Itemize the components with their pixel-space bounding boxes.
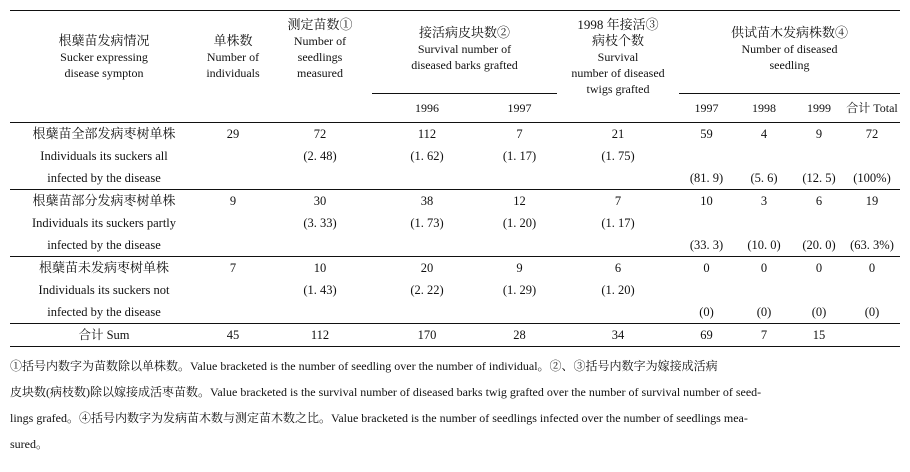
header-cell-twigs: [557, 11, 679, 123]
cell-individuals: 9: [198, 190, 268, 257]
header-cell-barks: [372, 11, 557, 94]
header-year-1997: 1997: [679, 94, 734, 123]
header-seedlings-en1: Number of: [293, 34, 347, 48]
cell-ratio: (1. 29): [502, 283, 537, 297]
cell-ratio: (63. 3%): [850, 238, 894, 252]
cell-value: 3: [760, 194, 768, 208]
cell-total: [844, 123, 900, 190]
row-label: [10, 190, 198, 257]
cell-value: 72: [865, 127, 879, 141]
cell-barks-1997: [482, 257, 557, 324]
header-year-1996: 1996: [372, 94, 482, 123]
cell-diseased-1999: [794, 257, 844, 324]
cell-barks-1996: [372, 123, 482, 190]
cell-value: 4: [760, 127, 768, 141]
header-symptom-zh: 根蘖苗发病情况: [58, 33, 150, 48]
header-diseased-en2: seedling: [769, 58, 810, 72]
header-year-1997-barks: 1997: [482, 94, 557, 123]
table-row: [10, 123, 900, 190]
sum-total: [844, 324, 900, 347]
row-label-en1: Individuals its suckers partly: [31, 216, 177, 230]
cell-ratio: (1. 73): [410, 216, 444, 230]
row-label: [10, 123, 198, 190]
cell-diseased-1998: [734, 190, 794, 257]
header-seedlings-en3: measured: [297, 66, 343, 80]
header-symptom-en2: disease sympton: [64, 66, 144, 80]
cell-barks-1997: [482, 190, 557, 257]
cell-barks-1996: [372, 190, 482, 257]
row-label-en2: infected by the disease: [47, 305, 161, 319]
table-row: [10, 190, 900, 257]
header-symptom-en1: Sucker expressing: [60, 50, 148, 64]
footnote-line: 皮块数(病枝数)除以嫁接成活枣苗数。Value bracketed is the survival number of diseased barks twig grafted over the number of survival number of seed-: [10, 385, 762, 399]
cell-ratio: (0): [864, 305, 880, 319]
cell-value: 72: [313, 127, 327, 141]
cell-ratio: (81. 9): [689, 171, 724, 185]
header-twigs-zh1: 1998 年接活③: [577, 17, 659, 32]
sum-diseased-1998: 7: [734, 324, 794, 347]
header-barks-en2: diseased barks grafted: [411, 58, 518, 72]
cell-value: 10: [313, 261, 327, 275]
cell-total: [844, 190, 900, 257]
cell-value: 0: [760, 261, 768, 275]
footnote-line: sured。: [10, 437, 48, 451]
header-cell-symptom: [10, 11, 198, 123]
cell-value: 7: [614, 194, 622, 208]
cell-diseased-1999: [794, 123, 844, 190]
cell-value: 0: [703, 261, 710, 275]
cell-ratio: (12. 5): [802, 171, 836, 185]
sum-individuals: 45: [198, 324, 268, 347]
cell-individuals: 29: [226, 127, 240, 141]
cell-value: 19: [865, 194, 879, 208]
cell-value: 12: [513, 194, 526, 208]
header-individuals-en2: individuals: [206, 66, 260, 80]
cell-ratio: (1. 20): [502, 216, 537, 230]
row-label-zh: 根蘖苗部分发病枣树单株: [32, 193, 176, 208]
cell-diseased-1997: [679, 123, 734, 190]
cell-seedlings: [268, 123, 372, 190]
header-cell-diseased: [679, 11, 900, 94]
cell-value: 9: [516, 261, 523, 275]
cell-diseased-1998: [734, 123, 794, 190]
cell-value: 6: [815, 194, 823, 208]
cell-ratio: (2. 22): [410, 283, 444, 297]
cell-value: 6: [614, 261, 622, 275]
cell-ratio: (0): [756, 305, 772, 319]
row-label: [10, 257, 198, 324]
sum-label: 合计 Sum: [10, 324, 198, 347]
header-individuals-zh: 单株数: [213, 33, 253, 48]
cell-diseased-1998: [734, 257, 794, 324]
cell-twigs-1998: [557, 190, 679, 257]
cell-value: 10: [700, 194, 713, 208]
header-individuals-en1: Number of: [206, 50, 260, 64]
row-label-zh: 根蘖苗全部发病枣树单株: [32, 126, 176, 141]
cell-ratio: (1. 75): [601, 149, 635, 163]
header-cell-individuals: [198, 11, 268, 123]
row-label-en2: infected by the disease: [47, 238, 161, 252]
cell-total: [844, 257, 900, 324]
header-row: [10, 11, 900, 94]
sum-diseased-1999: 15: [794, 324, 844, 347]
cell-ratio: (1. 17): [601, 216, 635, 230]
cell-twigs-1998: [557, 123, 679, 190]
row-label-en1: Individuals its suckers all: [40, 149, 168, 163]
cell-diseased-1997: [679, 190, 734, 257]
row-label-en1: Individuals its suckers not: [38, 283, 170, 297]
cell-seedlings: [268, 190, 372, 257]
header-year-1998: 1998: [734, 94, 794, 123]
sum-diseased-1997: 69: [679, 324, 734, 347]
cell-value: 7: [516, 127, 523, 141]
header-diseased-zh: 供试苗木发病株数④: [731, 25, 849, 40]
sum-row: [10, 324, 900, 347]
cell-ratio: (1. 62): [410, 149, 444, 163]
header-barks-en1: Survival number of: [417, 42, 512, 56]
cell-ratio: (1. 20): [601, 283, 635, 297]
header-year-1999: 1999: [794, 94, 844, 123]
cell-ratio: (1. 17): [502, 149, 537, 163]
cell-barks-1997: [482, 123, 557, 190]
cell-value: 38: [420, 194, 434, 208]
sum-twigs-1998: 34: [557, 324, 679, 347]
sum-seedlings: 112: [268, 324, 372, 347]
sum-barks-1996: 170: [372, 324, 482, 347]
footnote-line: lings grafed。④括号内数字为发病苗木数与测定苗木数之比。Value bracketed is the number of seedlings infected over the number of seedlings mea-: [10, 411, 748, 425]
header-twigs-en3: twigs grafted: [586, 82, 650, 96]
table-footnotes: [10, 353, 900, 457]
row-label-en2: infected by the disease: [47, 171, 161, 185]
cell-ratio: (20. 0): [802, 238, 836, 252]
cell-value: 20: [420, 261, 434, 275]
header-diseased-en1: Number of diseased: [741, 42, 838, 56]
cell-value: 30: [313, 194, 327, 208]
header-twigs-en2: number of diseased: [571, 66, 665, 80]
sum-barks-1997: 28: [482, 324, 557, 347]
disease-table: [10, 10, 900, 347]
header-seedlings-zh: 测定苗数①: [287, 17, 353, 32]
header-total: 合计 Total: [844, 94, 900, 123]
cell-ratio: (3. 33): [303, 216, 337, 230]
cell-ratio: (0): [699, 305, 714, 319]
data-table-container: [10, 10, 900, 457]
cell-diseased-1999: [794, 190, 844, 257]
footnote-line: ①括号内数字为苗数除以单株数。Value bracketed is the number of seedling over the number of individual。②、③括号内数字为嫁接成活病: [10, 359, 718, 373]
header-twigs-zh2: 病枝个数: [591, 33, 644, 48]
table-row: [10, 257, 900, 324]
cell-seedlings: [268, 257, 372, 324]
cell-value: 21: [611, 127, 625, 141]
cell-value: 9: [815, 127, 823, 141]
cell-ratio: (0): [811, 305, 827, 319]
cell-diseased-1997: [679, 257, 734, 324]
cell-ratio: (5. 6): [750, 171, 778, 185]
cell-individuals: 7: [198, 257, 268, 324]
cell-ratio: (1. 43): [303, 283, 337, 297]
header-seedlings-en2: seedlings: [297, 50, 343, 64]
cell-ratio: (2. 48): [303, 149, 337, 163]
cell-value: 112: [417, 127, 437, 141]
cell-twigs-1998: [557, 257, 679, 324]
cell-ratio: (33. 3): [689, 238, 724, 252]
header-barks-zh: 接活病皮块数②: [418, 25, 510, 40]
header-twigs-en1: Survival: [597, 50, 639, 64]
cell-ratio: (10. 0): [747, 238, 781, 252]
cell-value: 0: [868, 261, 876, 275]
cell-value: 0: [815, 261, 823, 275]
cell-barks-1996: [372, 257, 482, 324]
row-label-zh: 根蘖苗未发病枣树单株: [38, 260, 169, 275]
cell-ratio: (100%): [853, 171, 891, 185]
cell-value: 59: [700, 127, 713, 141]
header-cell-seedlings: [268, 11, 372, 123]
